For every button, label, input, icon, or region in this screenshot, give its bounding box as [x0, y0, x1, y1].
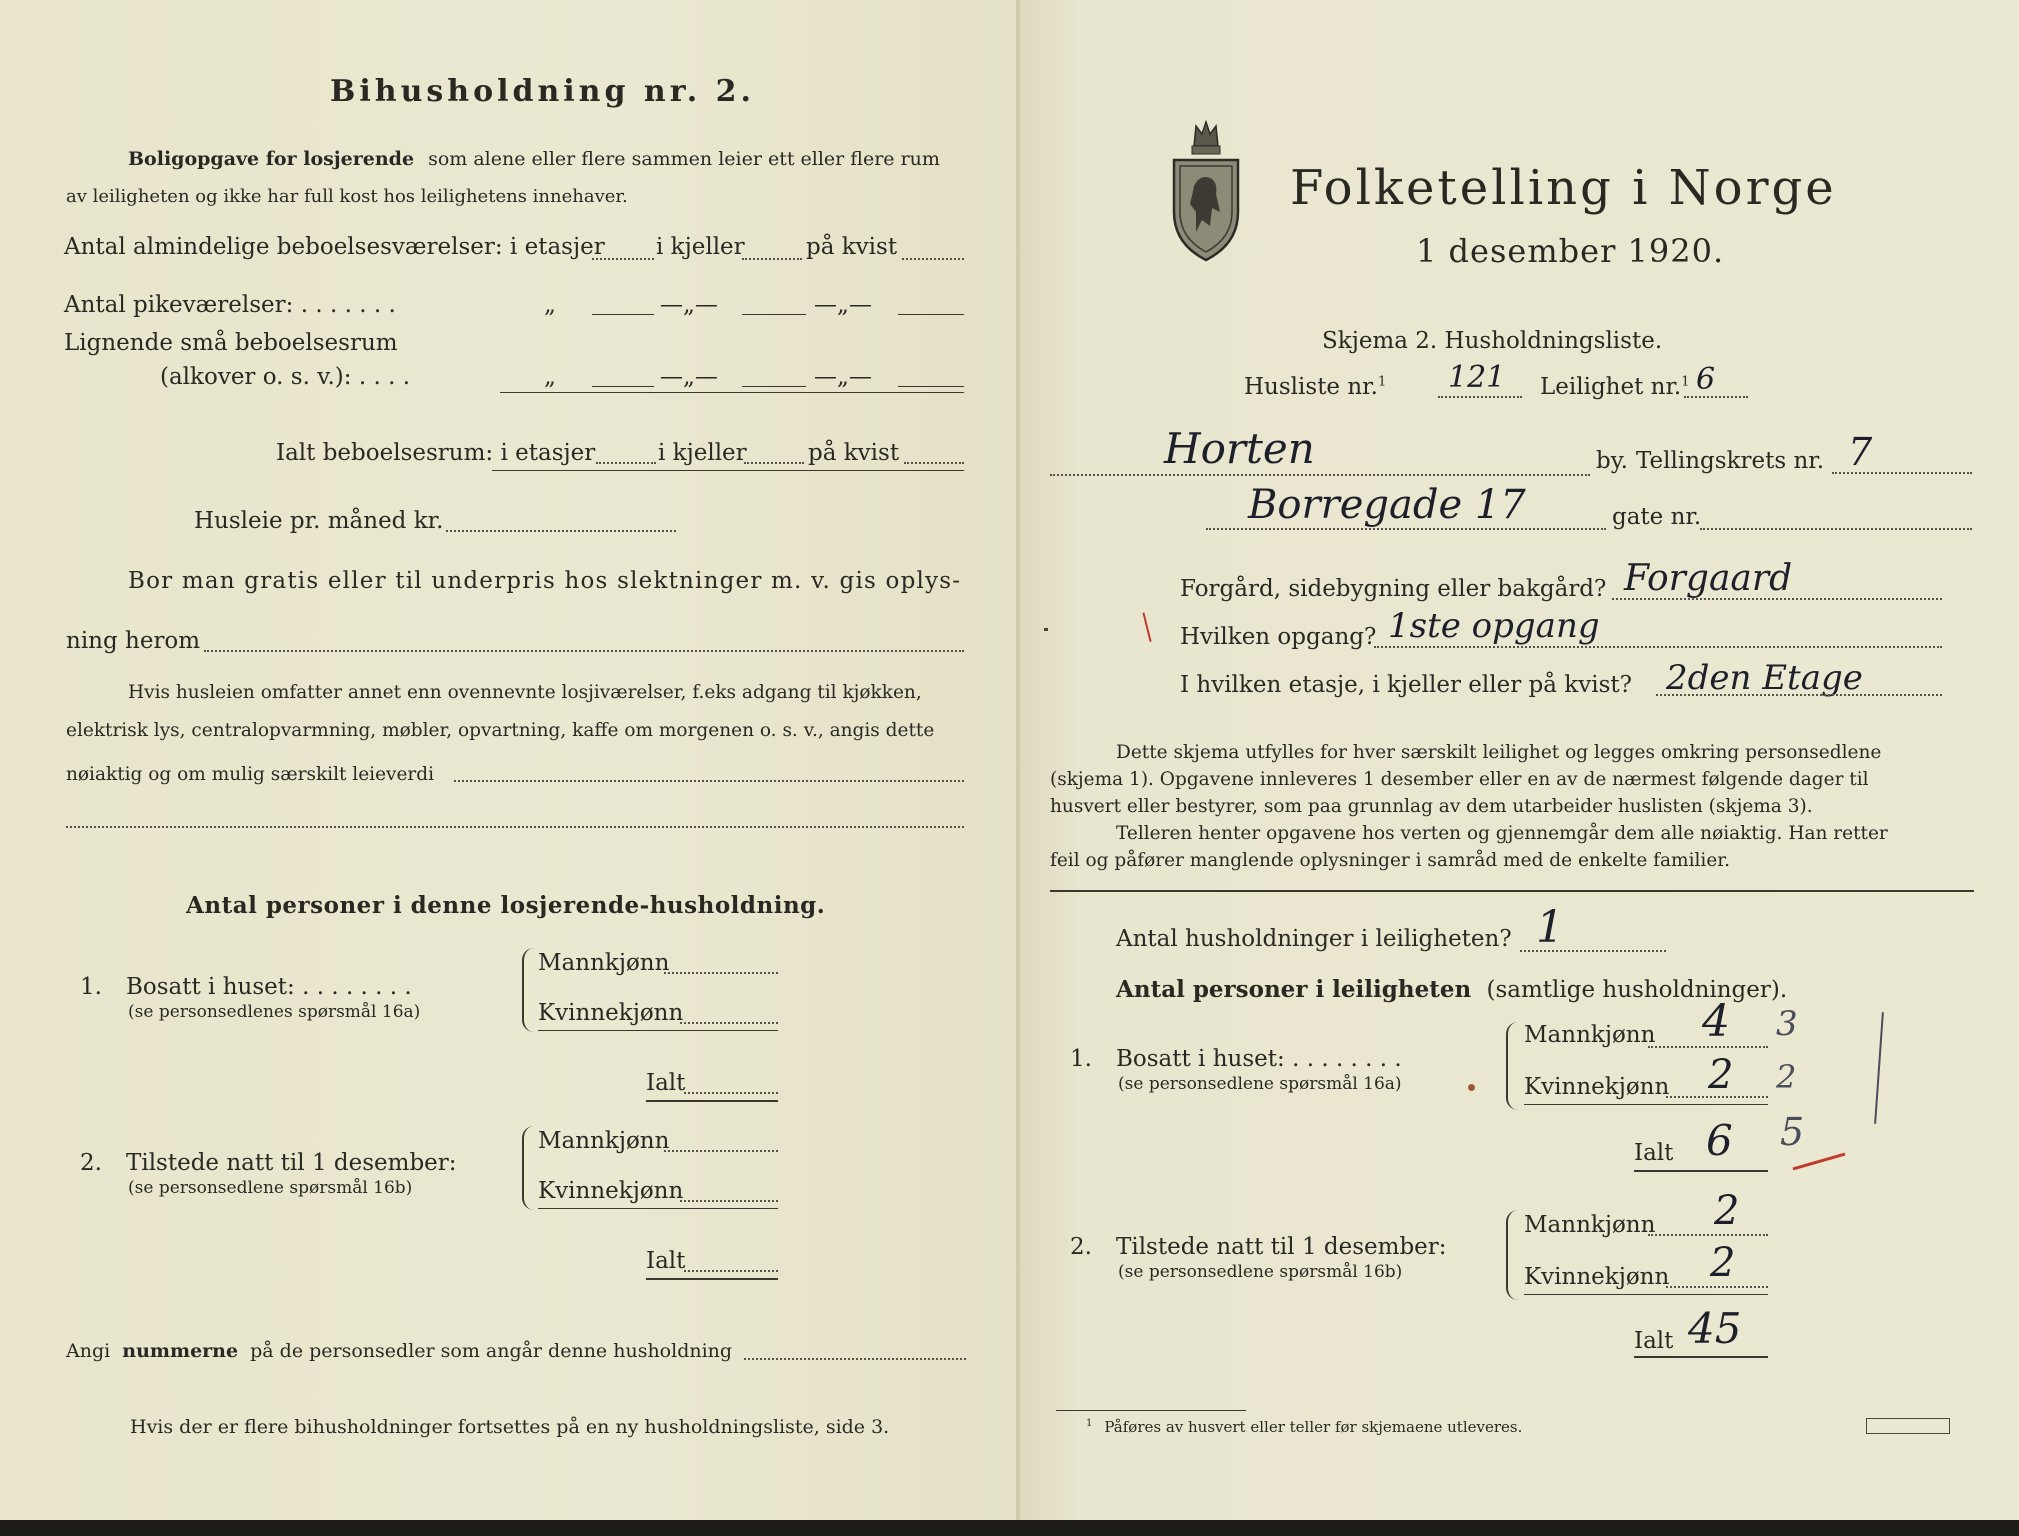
leilighet-label [1540, 374, 1690, 400]
alm-kvist-label: på kvist [806, 234, 898, 260]
footnote-text: Påføres av husvert eller teller før skjemaene utleveres. [1104, 1418, 1523, 1436]
angi-line [66, 1340, 732, 1362]
husliste-sup: 1 [1377, 374, 1387, 390]
hvis-field-1[interactable] [454, 780, 964, 782]
intro-line-2: av leiligheten og ikke har full kost hos leilighetens innehaver. [66, 186, 628, 207]
right-q2-sub: (se personsedlene spørsmål 16b) [1118, 1262, 1403, 1282]
alkover-field-3[interactable] [898, 386, 964, 387]
ialt-etasjer-field[interactable] [596, 462, 656, 464]
left-q2-label: Tilstede natt til 1 desember: [126, 1150, 457, 1176]
left-q1-label: Bosatt i huset: . . . . . . . . [126, 974, 412, 1000]
left-q1-brace [522, 948, 534, 1032]
gate-value[interactable]: Borregade 17 [1248, 482, 1526, 528]
right-q1-label: Bosatt i huset: . . . . . . . . [1116, 1046, 1402, 1072]
right-q1-dot [1468, 1084, 1475, 1091]
left-q2-num: 2. [80, 1150, 102, 1176]
info-line-5: feil og påfører manglende oplysninger i samråd med de enkelte familier. [1050, 850, 1730, 871]
leilighet-field [1684, 396, 1748, 398]
by-value[interactable]: Horten [1164, 424, 1315, 473]
alkover-field-2[interactable] [742, 386, 806, 387]
right-q1-sub: (se personsedlene spørsmål 16a) [1118, 1074, 1402, 1094]
right-q1-kvinne-field [1666, 1096, 1768, 1098]
right-q2-kvinne-value[interactable]: 2 [1710, 1240, 1736, 1286]
alkover-label: (alkover o. s. v.): . . . . [160, 364, 411, 390]
intro-line-1 [128, 148, 940, 170]
hvis-line-1: Hvis husleien omfatter annet enn ovennevnte losjiværelser, f.eks adgang til kjøkken, [128, 682, 922, 703]
bor-line-2: ning herom [66, 628, 201, 654]
gate-label: gate nr. [1612, 504, 1702, 530]
bor-field[interactable] [204, 650, 964, 652]
forgaard-value[interactable]: Forgaard [1624, 558, 1793, 599]
ialt-kjeller-label: i kjeller [658, 440, 747, 466]
left-q2-sum-line [538, 1208, 778, 1209]
antal-alm-label: Antal almindelige beboelsesværelser: i etasjer [64, 234, 605, 260]
left-q1-ialt-field[interactable] [684, 1092, 778, 1094]
opgang-label: Hvilken opgang? [1180, 624, 1377, 650]
left-q1-sub: (se personsedlenes spørsmål 16a) [128, 1002, 421, 1022]
husleie-field[interactable] [446, 530, 676, 532]
left-q2-brace [522, 1126, 534, 1210]
forgaard-label: Forgård, sidebygning eller bakgård? [1180, 576, 1607, 602]
right-q2-kvinne-field [1666, 1286, 1768, 1288]
etasje-value[interactable]: 2den Etage [1666, 658, 1863, 698]
alm-kvist-field[interactable] [902, 258, 964, 260]
ialt-underline [492, 470, 964, 471]
intro-bold: Boligopgave for losjerende [128, 148, 415, 170]
husliste-value[interactable]: 121 [1448, 360, 1506, 395]
leilighet-text: Leilighet nr. [1540, 374, 1682, 400]
angi-bold: nummerne [122, 1340, 239, 1362]
right-q2-mann-label: Mannkjønn [1524, 1212, 1656, 1238]
left-q1-kvinne-field[interactable] [680, 1022, 778, 1024]
pike-ditto: „ [544, 292, 556, 318]
right-q1-kvinne-label: Kvinnekjønn [1524, 1074, 1670, 1100]
left-q1-mann-field[interactable] [664, 972, 778, 974]
pike-label: Antal pikeværelser: . . . . . . . [64, 292, 396, 318]
right-q1-mann-value[interactable]: 4 [1702, 996, 1730, 1047]
info-line-4: Telleren henter opgavene hos verten og gjennemgår dem alle nøiaktig. Han retter [1116, 823, 1888, 844]
ialt-kvist-field[interactable] [904, 462, 964, 464]
left-q2-mann-field[interactable] [664, 1150, 778, 1152]
right-q1-ialt-line [1634, 1170, 1768, 1172]
right-q2-brace [1506, 1210, 1518, 1300]
footnote-sup: 1 [1086, 1418, 1093, 1429]
ialt-beboelse-label: Ialt beboelsesrum: i etasjer [276, 440, 596, 466]
left-footer: Hvis der er flere bihusholdninger fortsettes på en ny husholdningsliste, side 3. [130, 1416, 890, 1438]
info-line-3: husvert eller bestyrer, som paa grunnlag av dem utarbeider huslisten (skjema 3). [1050, 796, 1813, 817]
right-q1-ialt-label: Ialt [1634, 1140, 1674, 1166]
husleie-label: Husleie pr. måned kr. [194, 508, 444, 534]
angi-pre: Angi [66, 1340, 111, 1362]
right-page [1020, 0, 2019, 1520]
right-date: 1 desember 1920. [1416, 232, 1725, 270]
left-q2-kvinne-label: Kvinnekjønn [538, 1178, 684, 1204]
angi-post: på de personsedler som angår denne husholdning [250, 1340, 733, 1362]
lignende-label: Lignende små beboelsesrum [64, 330, 398, 356]
pike-ditto-3: —„— [814, 292, 872, 318]
hush-label: Antal husholdninger i leiligheten? [1116, 926, 1512, 952]
right-q2-label: Tilstede natt til 1 desember: [1116, 1234, 1447, 1260]
by-label: by. [1596, 448, 1628, 474]
right-q1-kvinne-value[interactable]: 2 [1708, 1052, 1734, 1098]
opgang-field [1374, 646, 1942, 648]
hvis-field-2[interactable] [66, 826, 964, 828]
left-page [0, 0, 1020, 1520]
tellingskrets-label: Tellingskrets nr. [1636, 448, 1825, 474]
alkover-ditto-2: —„— [660, 364, 718, 390]
skjema-label: Skjema 2. Husholdningsliste. [1322, 328, 1663, 354]
info-line-1: Dette skjema utfylles for hver særskilt leilighet og legges omkring personsedlene [1116, 742, 1882, 763]
margin-dot [1044, 628, 1048, 631]
hvis-line-3: nøiaktig og om mulig særskilt leieverdi [66, 764, 435, 785]
alkover-ditto-3: —„— [814, 364, 872, 390]
etasje-label: I hvilken etasje, i kjeller eller på kvist? [1180, 672, 1632, 698]
husliste-field [1438, 396, 1522, 398]
pike-field-2[interactable] [742, 314, 806, 315]
footnote-divider [1056, 1410, 1246, 1411]
pike-ditto-2: —„— [660, 292, 718, 318]
alkover-ditto: „ [544, 364, 556, 390]
right-q2-sum-line [1524, 1294, 1768, 1295]
right-q1-mann-field [1648, 1046, 1768, 1048]
right-q2-ialt-line [1634, 1356, 1768, 1358]
pike-field-3[interactable] [898, 314, 964, 315]
right-q2-kvinne-label: Kvinnekjønn [1524, 1264, 1670, 1290]
by-field [1050, 474, 1590, 476]
footnote [1086, 1418, 1522, 1436]
left-q2-mann-label: Mannkjønn [538, 1128, 670, 1154]
etasje-field [1656, 694, 1942, 696]
tellingskrets-field [1832, 472, 1972, 474]
right-q2-mann-value[interactable]: 2 [1714, 1188, 1740, 1234]
right-q2-mann-field [1648, 1234, 1768, 1236]
leilighet-sup: 1 [1681, 374, 1690, 390]
gate-nr-field [1700, 528, 1972, 530]
right-q1-kvinne-corr[interactable]: 2 [1776, 1058, 1797, 1096]
right-q1-sum-line [1524, 1104, 1768, 1105]
right-q1-mann-label: Mannkjønn [1524, 1022, 1656, 1048]
left-q1-num: 1. [80, 974, 102, 1000]
left-q1-sum-line [538, 1030, 778, 1031]
ialt-kjeller-field[interactable] [744, 462, 804, 464]
left-q2-ialt-label: Ialt [646, 1248, 686, 1274]
right-q1-mann-corr[interactable]: 3 [1776, 1004, 1798, 1044]
alkover-field-1[interactable] [592, 386, 654, 387]
right-q1-num: 1. [1070, 1046, 1092, 1072]
hush-field [1520, 950, 1666, 952]
left-q1-ialt-line [646, 1100, 778, 1102]
tellingskrets-value[interactable]: 7 [1848, 430, 1873, 474]
left-q2-ialt-line [646, 1278, 778, 1280]
alm-kjeller-field[interactable] [742, 258, 802, 260]
right-margin-stroke [1874, 1012, 1884, 1124]
hush-value[interactable]: 1 [1536, 902, 1564, 953]
printer-stamp [1866, 1418, 1950, 1434]
right-title: Folketelling i Norge [1290, 160, 1837, 216]
right-q1-red-tick [1793, 1153, 1846, 1171]
left-q2-ialt-field[interactable] [684, 1270, 778, 1272]
forgaard-field [1612, 598, 1942, 600]
right-q2-ialt-value[interactable]: 45 [1688, 1304, 1742, 1353]
alkover-underline [500, 392, 964, 393]
ialt-kvist-label: på kvist [808, 440, 900, 466]
bor-line-1: Bor man gratis eller til underpris hos slektninger m. v. gis oplys- [128, 568, 962, 594]
husliste-label [1244, 374, 1386, 400]
left-q1-mann-label: Mannkjønn [538, 950, 670, 976]
left-section-title: Antal personer i denne losjerende-husholdning. [186, 892, 826, 919]
alm-etasjer-field[interactable] [592, 258, 654, 260]
right-q1-brace [1506, 1022, 1518, 1110]
persons-line [1116, 976, 1787, 1003]
gate-field [1206, 528, 1606, 530]
right-q1-ialt-value[interactable]: 6 [1706, 1116, 1733, 1165]
persons-rest: (samtlige husholdninger). [1486, 977, 1788, 1003]
alm-kjeller-label: i kjeller [656, 234, 745, 260]
left-q1-ialt-label: Ialt [646, 1070, 686, 1096]
right-q1-ialt-corr[interactable]: 5 [1780, 1110, 1805, 1154]
left-q1-kvinne-label: Kvinnekjønn [538, 1000, 684, 1026]
opgang-value[interactable]: 1ste opgang [1388, 606, 1600, 646]
right-q2-ialt-label: Ialt [1634, 1328, 1674, 1354]
left-title: Bihusholdning nr. 2. [330, 74, 755, 109]
scan-bottom-edge [0, 1520, 2019, 1536]
norway-coat-of-arms-icon [1166, 116, 1246, 266]
angi-field[interactable] [744, 1358, 966, 1360]
info-line-2: (skjema 1). Opgavene innleveres 1 desember eller en av de nærmest følgende dager til [1050, 769, 1869, 790]
left-q2-kvinne-field[interactable] [680, 1200, 778, 1202]
pike-field-1[interactable] [592, 314, 654, 315]
left-q2-sub: (se personsedlene spørsmål 16b) [128, 1178, 413, 1198]
red-pencil-mark [1142, 612, 1153, 642]
persons-bold: Antal personer i leiligheten [1116, 976, 1472, 1003]
husliste-text: Husliste nr. [1244, 374, 1378, 400]
intro-rest-1: som alene eller flere sammen leier ett eller flere rum [428, 148, 940, 170]
right-q2-num: 2. [1070, 1234, 1092, 1260]
hvis-line-2: elektrisk lys, centralopvarmning, møbler, opvartning, kaffe om morgenen o. s. v., angis dette [66, 720, 935, 741]
info-divider [1050, 890, 1974, 892]
leilighet-value[interactable]: 6 [1696, 362, 1716, 397]
